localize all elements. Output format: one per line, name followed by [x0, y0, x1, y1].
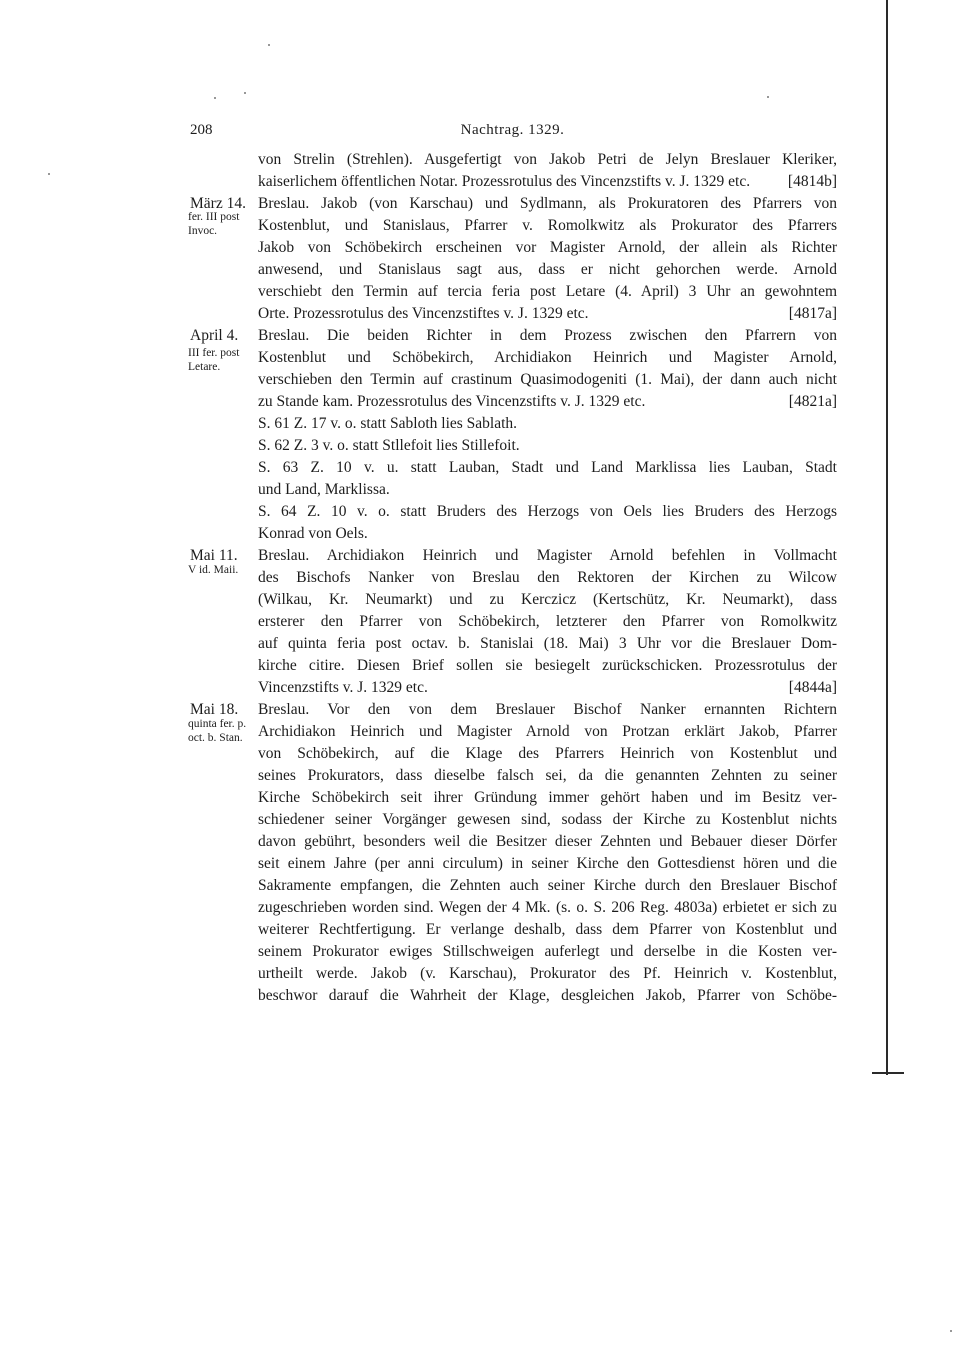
line-text: kaiserlichem öffentlichen Notar. Prozessrotulus des Vincenzstifts v. J. 1329 etc. [258, 173, 751, 190]
scan-speck [244, 92, 246, 94]
line-text: Breslau. Jakob (von Karschau) und Sydlmann, als Prokuratoren des Pfarrers von [258, 195, 837, 212]
line-text: von Strelin (Strehlen). Ausgefertigt von Jakob Petri de Jelyn Breslauer Kleriker, [258, 151, 837, 168]
line-text: Archidiakon Heinrich und Magister Arnold von Protzan erklärt Jakob, Pfarrer [258, 723, 837, 740]
text-line [258, 963, 837, 985]
margin-liturgical-note: oct. b. Stan. [188, 732, 243, 744]
text-line [258, 391, 837, 413]
text-line [258, 523, 837, 545]
line-text: des Bischofs Nanker von Breslau den Rektoren der Kirchen zu Wilcow [258, 569, 837, 586]
margin-liturgical-note: III fer. post [188, 347, 240, 359]
scan-speck [214, 97, 216, 99]
line-text: Kirche Schöbekirch seit ihrer Gründung immer gehört haben und im Besitz ver- [258, 789, 837, 806]
text-line [258, 721, 837, 743]
text-line [258, 281, 837, 303]
register-number: [4817a] [788, 305, 837, 322]
text-line [258, 853, 837, 875]
text-line [258, 919, 837, 941]
line-text: seines Prokurators, dass dieselbe falsch sei, da die genannten Zehnten zu seiner [258, 767, 837, 784]
text-line [258, 699, 837, 721]
register-number: [4821a] [788, 393, 837, 410]
margin-liturgical-note: fer. III post [188, 211, 240, 223]
text-line [258, 149, 837, 171]
line-text: Vincenzstifts v. J. 1329 etc. [258, 679, 428, 696]
scan-speck [48, 173, 50, 175]
line-text: seit einem Jahre (per anni circulum) in seiner Kirche den Gottesdienst hören und die [258, 855, 837, 872]
margin-date: April 4. [190, 327, 239, 344]
text-line [258, 677, 837, 699]
line-text: auf quinta feria post octav. b. Stanislai (18. Mai) 3 Uhr vor die Breslauer Dom- [258, 635, 837, 652]
scan-speck [950, 1330, 952, 1332]
line-text: beschwor darauf die Wahrheit der Klage, desgleichen Jakob, Pfarrer von Schöbe- [258, 987, 837, 1004]
margin-liturgical-note: V id. Maii. [188, 564, 239, 576]
text-line [258, 875, 837, 897]
line-text: und Land, Marklissa. [258, 481, 390, 498]
margin-date: Mai 18. [190, 701, 239, 718]
text-line [258, 193, 837, 215]
text-line [258, 787, 837, 809]
text-line [258, 831, 837, 853]
margin-liturgical-note: quinta fer. p. [188, 718, 247, 730]
text-line [258, 215, 837, 237]
text-line [258, 413, 837, 435]
text-line [258, 325, 837, 347]
line-text: S. 64 Z. 10 v. o. statt Bruders des Herzogs von Oels lies Bruders des Herzogs [258, 503, 837, 520]
scan-edge-foot [872, 1072, 904, 1074]
line-text: (Wilkau, Kr. Neumarkt) und zu Kerczicz (Kertschütz, Kr. Neumarkt), dass [258, 591, 837, 608]
text-line [258, 457, 837, 479]
text-line [258, 369, 837, 391]
line-text: Jakob von Schöbekirch erscheinen vor Magister Arnold, der allein als Richter [258, 239, 837, 256]
line-text: S. 63 Z. 10 v. u. statt Lauban, Stadt und Land Marklissa lies Lauban, Stadt [258, 459, 837, 476]
margin-date: Mai 11. [190, 547, 238, 564]
text-line [258, 985, 837, 1007]
text-line [258, 897, 837, 919]
line-text: davon gebührt, besonders weil die Besitzer dieser Zehnten und Bebauer dieser Dörfer [258, 833, 837, 850]
page-number: 208 [190, 122, 213, 138]
line-text: ersterer den Pfarrer von Schöbekirch, letzterer den Pfarrer von Romolkwitz [258, 613, 837, 630]
text-line [258, 633, 837, 655]
scan-edge-line [886, 0, 888, 1075]
line-text: Kostenblut und Schöbekirch, Archidiakon Heinrich und Magister Arnold, [258, 349, 837, 366]
line-text: Orte. Prozessrotulus des Vincenzstiftes v. J. 1329 etc. [258, 305, 589, 322]
scan-speck [268, 44, 270, 46]
text-line [258, 655, 837, 677]
line-text: seinem Prokurator ewiges Stillschweigen auferlegt und derselbe in die Kosten ver- [258, 943, 837, 960]
line-text: Breslau. Die beiden Richter in dem Prozess zwischen den Pfarrern von [258, 327, 837, 344]
text-line [258, 941, 837, 963]
line-text: Breslau. Archidiakon Heinrich und Magister Arnold befehlen in Vollmacht [258, 547, 837, 564]
text-line [258, 589, 837, 611]
text-line [258, 743, 837, 765]
text-line [258, 435, 837, 457]
line-text: verschieben den Termin auf crastinum Quasimodogeniti (1. Mai), der dann auch nicht [258, 371, 837, 388]
register-number: [4844a] [788, 679, 837, 696]
text-line [258, 171, 837, 193]
text-line [258, 479, 837, 501]
text-line [258, 765, 837, 787]
line-text: schiedener seiner Vorgänger gewesen sind, sodass der Kirche zu Kostenblut nichts [258, 811, 837, 828]
line-text: zugeschrieben worden sind. Wegen der 4 Mk. (s. o. S. 206 Reg. 4803a) erbietet er sich zu [258, 899, 837, 916]
text-line [258, 347, 837, 369]
line-text: Sakramente empfangen, die Zehnten auch seiner Kirche durch den Breslauer Bischof [258, 877, 837, 894]
line-text: anwesend, und Stanislaus sagt aus, dass er nicht gehorchen werde. Arnold [258, 261, 837, 278]
text-line [258, 501, 837, 523]
line-text: Breslau. Vor den von dem Breslauer Bischof Nanker ernannten Richtern [258, 701, 837, 718]
text-line [258, 545, 837, 567]
register-number: [4814b] [787, 173, 837, 190]
text-line [258, 259, 837, 281]
line-text: Kostenblut, und Stanislaus, Pfarrer v. Romolkwitz als Prokurator des Pfarrers [258, 217, 837, 234]
line-text: von Schöbekirch, auf die Klage des Pfarrers Heinrich von Kostenblut und [258, 745, 837, 762]
line-text: weiterer Rechtfertigung. Er verlange deshalb, dass dem Pfarrer von Kostenblut und [258, 921, 837, 938]
text-line [258, 237, 837, 259]
running-title: Nachtrag. 1329. [460, 122, 565, 138]
line-text: verschiebt den Termin auf tercia feria post Letare (4. April) 3 Uhr an gewohntem [258, 283, 837, 300]
line-text: urtheilt werde. Jakob (v. Karschau), Prokurator des Pf. Heinrich v. Kostenblut, [258, 965, 837, 982]
page-header [190, 122, 835, 144]
margin-liturgical-note: Invoc. [188, 225, 218, 237]
line-text: Konrad von Oels. [258, 525, 368, 542]
margin-liturgical-note: Letare. [188, 361, 221, 373]
line-text: zu Stande kam. Prozessrotulus des Vincenzstifts v. J. 1329 etc. [258, 393, 646, 410]
text-line [258, 611, 837, 633]
scan-speck [767, 96, 769, 98]
text-line [258, 303, 837, 325]
line-text: S. 61 Z. 17 v. o. statt Sabloth lies Sablath. [258, 415, 518, 432]
text-line [258, 567, 837, 589]
line-text: kirche citire. Diesen Brief sollen sie besiegelt zurückschicken. Prozessrotulus der [258, 657, 837, 674]
line-text: S. 62 Z. 3 v. o. statt Stllefoit lies Stillefoit. [258, 437, 520, 454]
margin-date: März 14. [190, 195, 246, 212]
text-line [258, 809, 837, 831]
